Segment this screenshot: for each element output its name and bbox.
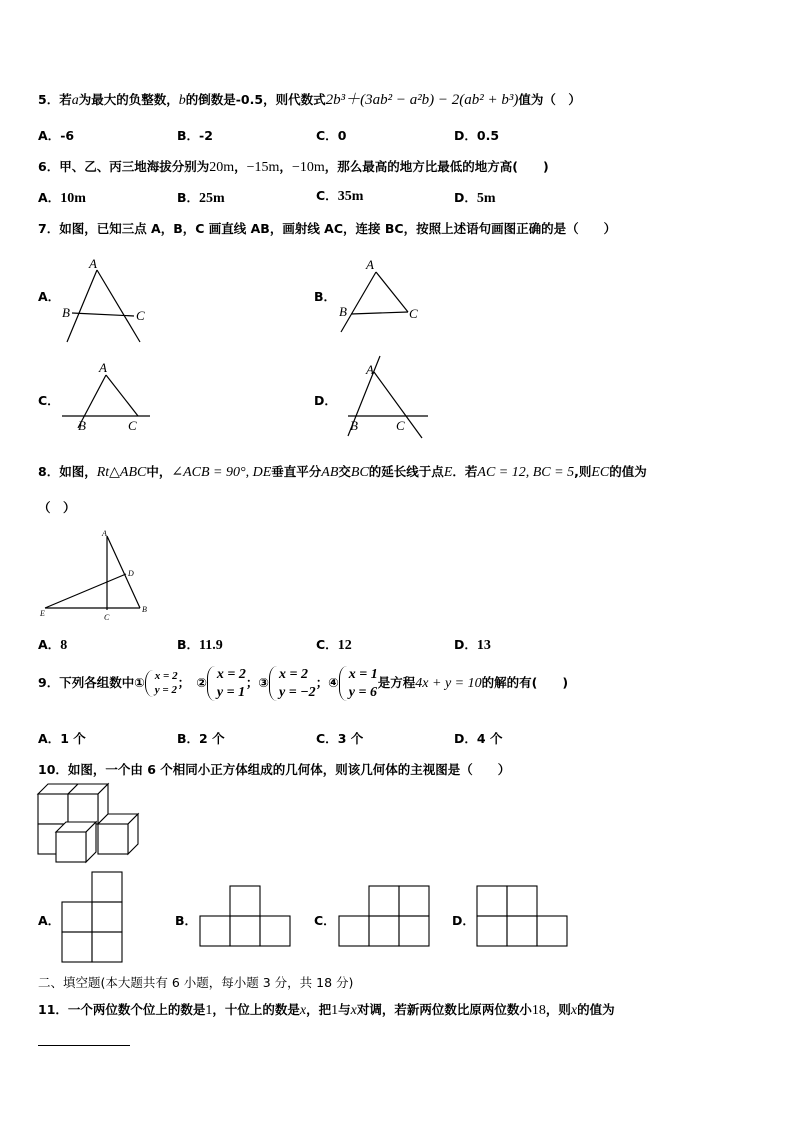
square <box>507 886 537 916</box>
square <box>399 916 429 946</box>
q11-text-6: ，则 <box>545 1002 571 1017</box>
q11-text-4: 与 <box>338 1002 351 1017</box>
cube-front <box>56 832 86 862</box>
square <box>477 886 507 916</box>
segment-ab <box>107 536 140 608</box>
system-3-line-2: y = −2 <box>279 684 316 700</box>
digit-one: 1 <box>331 1003 339 1018</box>
square <box>369 886 399 916</box>
var-x: x <box>299 1003 307 1018</box>
q9-option-a[interactable]: A．1 个 <box>38 731 86 746</box>
square <box>92 902 122 932</box>
point-b-label: B <box>62 305 70 320</box>
q10-view-d <box>477 886 569 948</box>
q9-text-2: 是方程 <box>377 675 416 690</box>
question-number: 5． <box>38 92 60 107</box>
linear-equation: 4x + y = 10 <box>415 676 482 691</box>
q7-figure-d <box>336 356 436 440</box>
square <box>62 902 92 932</box>
segment-ec: EC <box>591 465 610 480</box>
ray-ac <box>97 270 140 342</box>
segment-ac <box>106 375 138 416</box>
q7-figure-b <box>336 252 436 342</box>
q8-answer-paren: （ ） <box>38 500 76 515</box>
point-b-label: B <box>350 418 358 433</box>
point-a-label: A <box>366 257 374 272</box>
square <box>230 886 260 916</box>
q7-figure-c <box>60 360 160 440</box>
q8-text-3: 垂直平分 <box>271 464 322 479</box>
q9-sep-3: ；④ <box>315 675 339 690</box>
q8-figure <box>36 522 156 622</box>
system-3 <box>269 666 316 701</box>
q8-text-5: 的延长线于点 <box>368 464 444 479</box>
square <box>92 932 122 962</box>
point-e-label: E <box>40 609 45 618</box>
q8-text-6: ．若 <box>452 464 478 479</box>
q8-text-1: 8．如图， <box>38 464 97 479</box>
point-b-label: B <box>142 605 147 614</box>
point-a-label: A <box>102 529 107 538</box>
q7-option-b[interactable]: B． <box>314 289 337 304</box>
q7-option-d[interactable]: D． <box>314 393 337 408</box>
question-7: 7．如图，已知三点 A，B，C 画直线 AB，画射线 AC，连接 BC，按照上述语句画图正确的是（ ） <box>38 221 617 236</box>
line-ab <box>341 272 376 332</box>
answer-blank[interactable] <box>38 1045 130 1046</box>
square <box>369 916 399 946</box>
q6-option-a[interactable]: A．10m <box>38 190 86 206</box>
system-4-line-1: x = 1 <box>348 667 378 682</box>
point-a-label: A <box>366 362 374 377</box>
q8-option-d[interactable]: D．13 <box>454 637 491 653</box>
point-c-label: C <box>136 308 145 323</box>
var-x: x <box>570 1003 578 1018</box>
q8-text-2: 中， <box>146 464 172 479</box>
point-c-label: C <box>396 418 405 433</box>
question-10: 10．如图，一个由 6 个相同小正方体组成的几何体，则该几何体的主视图是（ ） <box>38 762 511 777</box>
question-11 <box>38 1000 615 1019</box>
q9-text-3: 的解的有( ) <box>481 675 569 690</box>
system-1-line-2: y = 2 <box>154 683 177 696</box>
q11-text-5: 对调，若新两位数比原两位数小 <box>356 1002 532 1017</box>
q9-option-b[interactable]: B．2 个 <box>177 731 225 746</box>
point-c-label: C <box>128 418 137 433</box>
q8-text-4: 交 <box>338 464 351 479</box>
q10-cube-figure <box>36 782 146 862</box>
square <box>230 916 260 946</box>
square <box>200 916 230 946</box>
system-1 <box>145 670 178 698</box>
square <box>260 916 290 946</box>
cube-front <box>68 794 98 824</box>
q5-text-4: 值为（ ） <box>518 92 581 107</box>
q7-option-c[interactable]: C． <box>38 393 60 408</box>
square <box>507 916 537 946</box>
segment-ab: AB <box>321 465 339 480</box>
system-4-line-2: y = 6 <box>348 684 377 700</box>
segment-bc <box>351 312 408 314</box>
point-d-label: D <box>128 569 134 578</box>
q10-option-c[interactable]: C． <box>314 913 336 928</box>
q10-option-b[interactable]: B． <box>175 913 198 928</box>
q5-text-1: 若 <box>59 92 72 107</box>
q5-text-3: 的倒数是-0.5，则代数式 <box>185 92 326 107</box>
algebraic-expression: 2b³＋(3ab² − a²b) − 2(ab² + b³) <box>325 92 519 108</box>
q8-option-c[interactable]: C．12 <box>316 637 352 653</box>
q6-option-b[interactable]: B．25m <box>177 190 225 206</box>
q10-option-a[interactable]: A． <box>38 913 61 928</box>
altitude-3: −10m <box>291 160 325 175</box>
square <box>537 916 567 946</box>
square <box>477 916 507 946</box>
q5-option-b[interactable]: B．-2 <box>177 128 213 143</box>
q6-text-1: 甲、乙、丙三地海拔分别为 <box>59 159 210 174</box>
question-number: 6． <box>38 159 60 174</box>
triangle-name: Rt△ABC <box>96 465 147 480</box>
segment-ac <box>376 272 408 312</box>
number-18: 18 <box>531 1003 546 1018</box>
system-2-line-2: y = 1 <box>216 684 246 700</box>
square <box>62 932 92 962</box>
point-b-label: B <box>78 418 86 433</box>
point-a-label: A <box>89 256 97 271</box>
q9-sep-1: ； ② <box>177 675 207 690</box>
q10-view-a <box>62 872 124 964</box>
question-8 <box>38 462 647 481</box>
point-c-label: C <box>104 613 110 622</box>
q9-text-1: 9．下列各组数中① <box>38 675 145 690</box>
segment-ed <box>45 574 126 608</box>
point-e: E <box>443 465 453 480</box>
question-6 <box>38 157 549 176</box>
system-4 <box>339 666 378 701</box>
altitude-2: −15m <box>246 160 280 175</box>
q11-text-2: ，十位上的数是 <box>212 1002 300 1017</box>
q7-figure-a <box>60 252 160 342</box>
q5-option-c[interactable]: C．0 <box>316 128 347 143</box>
q5-option-d[interactable]: D．0.5 <box>454 128 500 143</box>
square <box>339 916 369 946</box>
q8-text-8: 的值为 <box>609 464 647 479</box>
var-a: a <box>71 93 79 108</box>
q11-text-1: 11．一个两位数个位上的数是 <box>38 1002 206 1017</box>
system-1-line-1: x = 2 <box>154 669 178 682</box>
line-ab <box>67 270 97 342</box>
system-2 <box>207 666 246 701</box>
q5-text-2: 为最大的负整数， <box>78 92 179 107</box>
var-b: b <box>178 93 186 108</box>
q10-view-b <box>200 886 292 948</box>
question-9 <box>38 666 568 701</box>
system-2-line-1: x = 2 <box>216 667 246 682</box>
given-lengths: AC = 12, BC = 5 <box>477 465 575 480</box>
q8-option-a[interactable]: A．8 <box>38 637 68 653</box>
var-x: x <box>350 1003 357 1018</box>
q5-option-a[interactable]: A．-6 <box>38 128 75 143</box>
system-3-line-1: x = 2 <box>279 667 308 682</box>
cube-front <box>38 794 68 824</box>
q8-option-b[interactable]: B．11.9 <box>177 637 223 653</box>
q6-sep-2: ， <box>279 159 292 174</box>
segment-bc <box>72 313 134 316</box>
question-5 <box>38 88 581 109</box>
point-c-label: C <box>409 306 418 321</box>
q6-option-c[interactable]: C．35m <box>316 188 364 204</box>
point-b-label: B <box>339 304 347 319</box>
point-a-label: A <box>99 360 107 375</box>
segment-bc: BC <box>350 465 369 480</box>
q9-sep-2: ；③ <box>245 675 269 690</box>
angle-condition: ∠ACB = 90°, DE <box>171 465 272 480</box>
q9-option-c[interactable]: C．3 个 <box>316 731 364 746</box>
q10-option-d[interactable]: D． <box>452 913 475 928</box>
q9-option-d[interactable]: D．4 个 <box>454 731 503 746</box>
square <box>92 872 122 902</box>
cube-front <box>98 824 128 854</box>
section-title: 二、填空题(本大题共有 6 小题，每小题 3 分，共 18 分) <box>38 975 354 990</box>
q7-option-a[interactable]: A． <box>38 289 61 304</box>
q10-view-c <box>339 886 431 948</box>
q6-sep-1: ， <box>234 159 247 174</box>
q6-option-d[interactable]: D．5m <box>454 190 496 206</box>
q11-text-7: 的值为 <box>577 1002 615 1017</box>
q6-text-2: ，那么最高的地方比最低的地方高( ) <box>324 159 549 174</box>
q11-text-3: ，把 <box>306 1002 332 1017</box>
q8-text-7: ,则 <box>574 464 592 479</box>
digit-one: 1 <box>205 1003 213 1018</box>
square <box>399 886 429 916</box>
altitude-1: 20m <box>209 160 235 175</box>
